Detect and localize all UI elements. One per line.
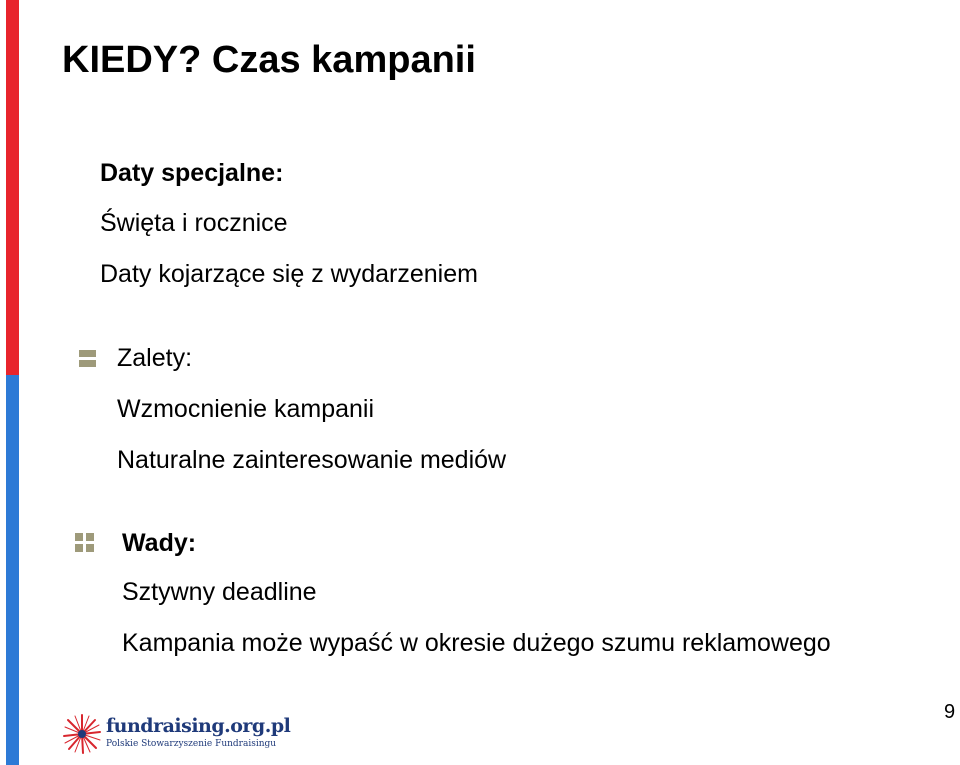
pros-item-2: Naturalne zainteresowanie mediów (117, 446, 507, 474)
pros-bullet-icon (79, 350, 96, 367)
special-dates-item-2: Daty kojarzące się z wydarzeniem (100, 260, 478, 288)
pros-item-1: Wzmocnienie kampanii (117, 395, 375, 423)
cons-bullet-icon (75, 533, 94, 552)
fundraising-logo (62, 712, 291, 758)
accent-bar-blue (6, 375, 19, 765)
pros-heading: Zalety: (117, 344, 193, 372)
logo-subtitle: Polskie Stowarzyszenie Fundraisingu (106, 739, 277, 749)
cons-heading: Wady: (122, 529, 197, 557)
accent-bar-red (6, 0, 19, 375)
logo-name: fundraising.org.pl (106, 715, 291, 737)
special-dates-item-1: Święta i rocznice (100, 209, 288, 237)
cons-item-2: Kampania może wypaść w okresie dużego szumu reklamowego (122, 629, 831, 657)
star-burst-icon (62, 712, 102, 756)
slide-title: KIEDY? Czas kampanii (62, 39, 476, 81)
cons-item-1: Sztywny deadline (122, 578, 317, 606)
page-number: 9 (944, 701, 956, 723)
special-dates-heading: Daty specjalne: (100, 159, 284, 187)
